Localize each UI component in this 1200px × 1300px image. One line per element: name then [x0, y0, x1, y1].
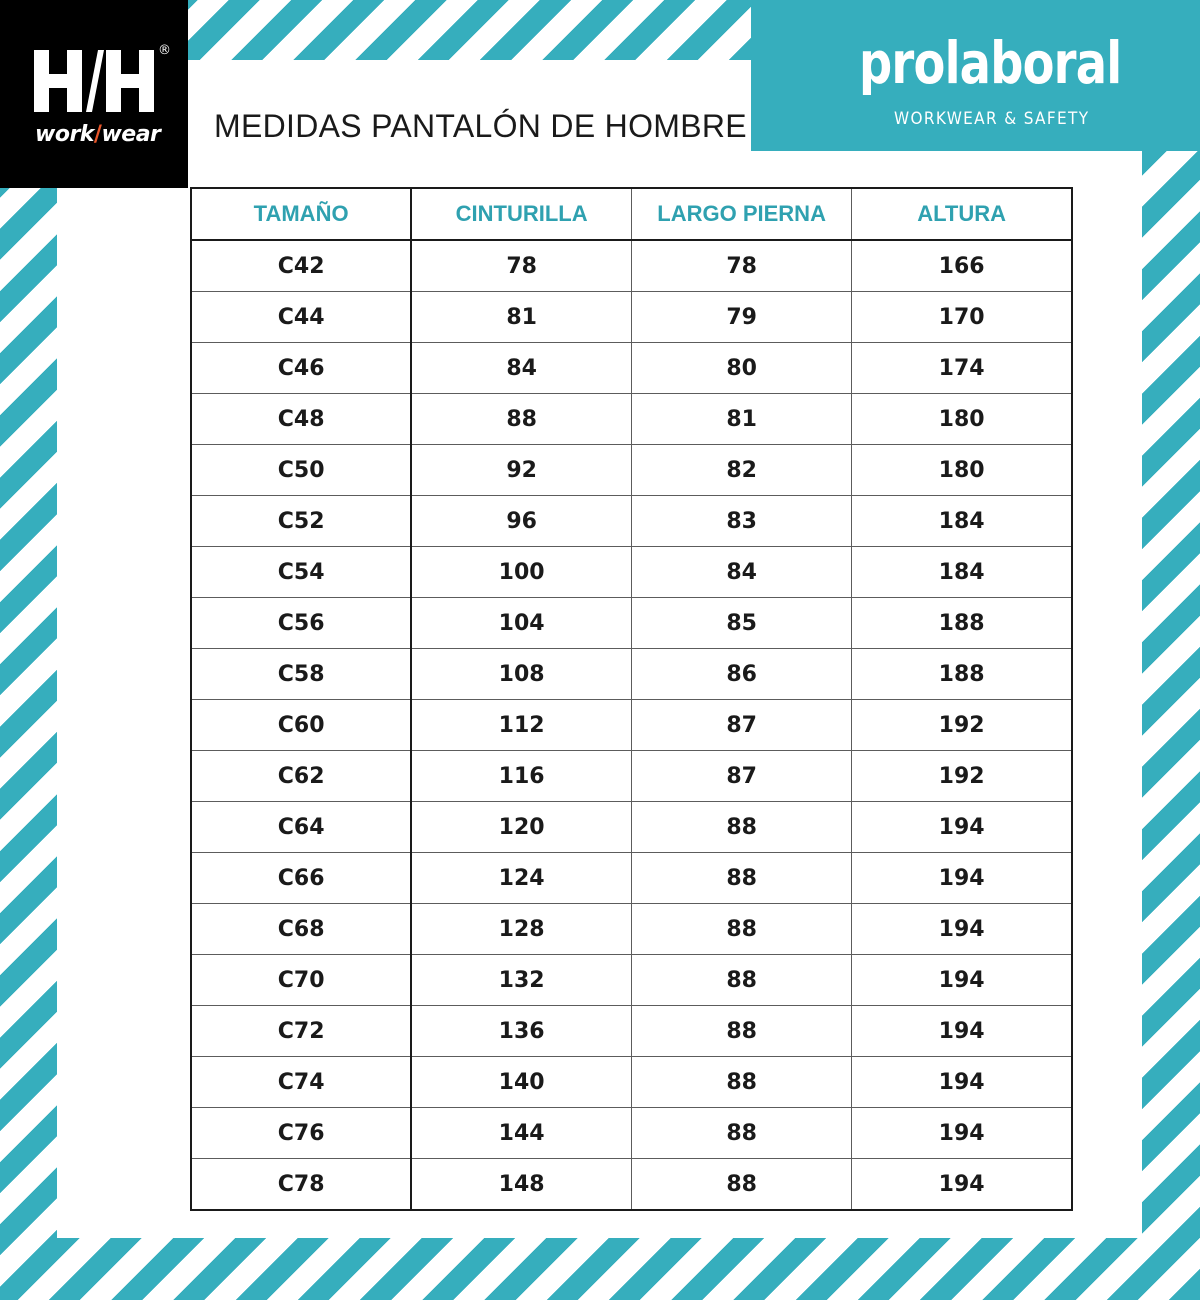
table-cell: 170	[852, 292, 1072, 343]
table-cell: 104	[411, 598, 631, 649]
table-row	[191, 292, 1072, 343]
column-header: CINTURILLA	[411, 188, 631, 240]
table-row	[191, 1159, 1072, 1211]
table-cell: 194	[852, 853, 1072, 904]
table-cell: C64	[191, 802, 411, 853]
table-cell: C76	[191, 1108, 411, 1159]
table-row	[191, 751, 1072, 802]
table-cell: 88	[632, 955, 852, 1006]
table-cell: 194	[852, 955, 1072, 1006]
header-row	[191, 188, 1072, 240]
table-cell: 148	[411, 1159, 631, 1211]
table-cell: 124	[411, 853, 631, 904]
page-title: MEDIDAS PANTALÓN DE HOMBRE	[214, 108, 747, 144]
table-cell: 82	[632, 445, 852, 496]
size-table	[190, 187, 1073, 1211]
table-cell: 79	[632, 292, 852, 343]
table-cell: C48	[191, 394, 411, 445]
table-cell: C66	[191, 853, 411, 904]
table-cell: 88	[632, 1006, 852, 1057]
table-cell: 85	[632, 598, 852, 649]
registered-mark: ®	[158, 43, 171, 58]
table-cell: 192	[852, 751, 1072, 802]
table-cell: 96	[411, 496, 631, 547]
table-cell: 86	[632, 649, 852, 700]
table-cell: 80	[632, 343, 852, 394]
table-cell: 112	[411, 700, 631, 751]
table-cell: C46	[191, 343, 411, 394]
table-row	[191, 802, 1072, 853]
table-cell: 166	[852, 240, 1072, 292]
table-cell: 184	[852, 547, 1072, 598]
tagline-slash: /	[93, 122, 102, 147]
table-cell: 83	[632, 496, 852, 547]
table-cell: 194	[852, 802, 1072, 853]
table-cell: C78	[191, 1159, 411, 1211]
table-cell: C42	[191, 240, 411, 292]
prolaboral-logo	[751, 0, 1200, 151]
table-cell: 87	[632, 700, 852, 751]
table-cell: 88	[632, 1057, 852, 1108]
table-cell: C52	[191, 496, 411, 547]
table-cell: 174	[852, 343, 1072, 394]
table-cell: C56	[191, 598, 411, 649]
table-cell: 180	[852, 445, 1072, 496]
table-cell: 128	[411, 904, 631, 955]
table-cell: 100	[411, 547, 631, 598]
table-cell: 194	[852, 1159, 1072, 1211]
table-row	[191, 394, 1072, 445]
table-cell: 88	[632, 853, 852, 904]
table-cell: 84	[411, 343, 631, 394]
table-row	[191, 853, 1072, 904]
table-cell: 144	[411, 1108, 631, 1159]
table-cell: 194	[852, 1108, 1072, 1159]
table-cell: 184	[852, 496, 1072, 547]
table-row	[191, 1057, 1072, 1108]
table-row	[191, 955, 1072, 1006]
table-row	[191, 240, 1072, 292]
table-cell: C54	[191, 547, 411, 598]
table-cell: 188	[852, 598, 1072, 649]
table-row	[191, 1006, 1072, 1057]
table-cell: 88	[632, 904, 852, 955]
table-cell: 88	[632, 1159, 852, 1211]
table-row	[191, 649, 1072, 700]
brand-name: prolaboral	[859, 29, 1122, 97]
table-row	[191, 496, 1072, 547]
table-row	[191, 1108, 1072, 1159]
table-cell: C58	[191, 649, 411, 700]
table-cell: C60	[191, 700, 411, 751]
table-cell: 180	[852, 394, 1072, 445]
table-cell: 78	[632, 240, 852, 292]
table-cell: 81	[632, 394, 852, 445]
brand-subtitle: WORKWEAR & SAFETY	[894, 109, 1090, 129]
table-row	[191, 904, 1072, 955]
table-cell: C50	[191, 445, 411, 496]
table-cell: 120	[411, 802, 631, 853]
table-cell: C44	[191, 292, 411, 343]
column-header: ALTURA	[852, 188, 1072, 240]
table-cell: 78	[411, 240, 631, 292]
table-cell: 92	[411, 445, 631, 496]
tagline-left: work	[35, 122, 94, 147]
hh-workwear-logo	[0, 0, 188, 188]
table-cell: C72	[191, 1006, 411, 1057]
table-cell: 140	[411, 1057, 631, 1108]
table-cell: 194	[852, 1006, 1072, 1057]
table-row	[191, 445, 1072, 496]
table-cell: 188	[852, 649, 1072, 700]
table-cell: 108	[411, 649, 631, 700]
table-cell: 81	[411, 292, 631, 343]
table-cell: C74	[191, 1057, 411, 1108]
workwear-tagline	[35, 122, 160, 147]
table-cell: 194	[852, 1057, 1072, 1108]
table-row	[191, 598, 1072, 649]
table-cell: 88	[411, 394, 631, 445]
table-cell: C70	[191, 955, 411, 1006]
table-cell: 87	[632, 751, 852, 802]
table-cell: C62	[191, 751, 411, 802]
column-header: LARGO PIERNA	[632, 188, 852, 240]
hh-mark-icon	[34, 50, 156, 112]
table-cell: 88	[632, 802, 852, 853]
table-row	[191, 700, 1072, 751]
column-header: TAMAÑO	[191, 188, 411, 240]
table-cell: 136	[411, 1006, 631, 1057]
table-body	[191, 240, 1072, 1210]
table-cell: 116	[411, 751, 631, 802]
table-cell: 84	[632, 547, 852, 598]
table-cell: 194	[852, 904, 1072, 955]
table-cell: C68	[191, 904, 411, 955]
table-cell: 192	[852, 700, 1072, 751]
tagline-right: wear	[101, 122, 161, 147]
table-cell: 132	[411, 955, 631, 1006]
table-row	[191, 343, 1072, 394]
table-cell: 88	[632, 1108, 852, 1159]
table-row	[191, 547, 1072, 598]
